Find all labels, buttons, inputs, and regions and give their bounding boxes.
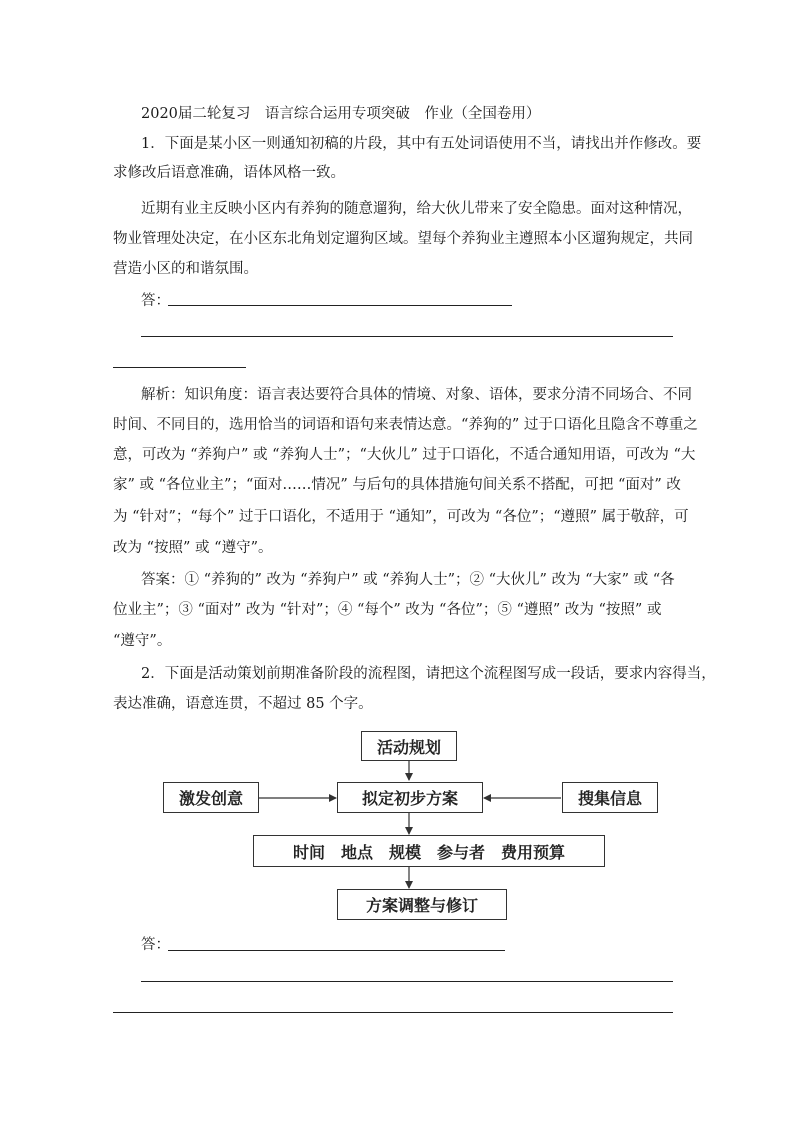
notice-passage-line-2: 物业管理处决定，在小区东北角划定遛狗区域。望每个养狗业主遵照本小区遛狗规定，共同 [113, 231, 693, 247]
answer-line-2a[interactable] [168, 950, 505, 951]
flow-box-adjust-revise: 方案调整与修订 [337, 889, 507, 920]
flow-box-plan-details: 时间 地点 规模 参与者 费用预算 [253, 835, 605, 867]
question-2-line-2: 表达准确，语意连贯，不超过 85 个字。 [113, 696, 373, 712]
document-header: 2020届二轮复习 语言综合运用专项突破 作业（全国卷用） [141, 106, 541, 122]
question-2-line-1: 2．下面是活动策划前期准备阶段的流程图，请把这个流程图写成一段话，要求内容得当， [141, 666, 716, 682]
answer-key-line-1: 答案：① “养狗的” 改为 “养狗户” 或 “养狗人士”；② “大伙儿” 改为 “大家” 或 “各 [141, 572, 675, 588]
question-1-line-2: 求修改后语意准确，语体风格一致。 [113, 165, 345, 181]
notice-passage-line-1: 近期有业主反映小区内有养狗的随意遛狗，给大伙儿带来了安全隐患。面对这种情况， [141, 201, 692, 217]
flow-box-activity-planning: 活动规划 [361, 731, 457, 761]
answer-line-2b[interactable] [141, 981, 673, 982]
flow-box-draft-plan: 拟定初步方案 [337, 782, 483, 813]
answer-key-line-3: “遵守”。 [113, 633, 172, 649]
answer-line-2c[interactable] [113, 1012, 673, 1013]
analysis-line-4: 家” 或 “各位业主”；“面对……情况” 与后句的具体措施句间关系不搭配，可把 “面对” 改 [113, 477, 681, 493]
flow-box-inspire-ideas: 激发创意 [163, 782, 259, 813]
flow-box-collect-info: 搜集信息 [562, 782, 658, 813]
analysis-line-5: 为 “针对”；“每个” 过于口语化，不适用于 “通知”，可改为 “各位”；“遵照” 属于敬辞，可 [113, 509, 689, 525]
notice-passage-line-3: 营造小区的和谐氛围。 [113, 261, 258, 277]
analysis-line-6: 改为 “按照” 或 “遵守”。 [113, 540, 273, 556]
answer-label-2: 答： [141, 937, 170, 953]
analysis-line-2: 时间、不同目的，选用恰当的词语和语句来表情达意。“养狗的” 过于口语化且隐含不尊重之 [113, 417, 698, 433]
analysis-line-1: 解析：知识角度：语言表达要符合具体的情境、对象、语体，要求分清不同场合、不同 [141, 387, 692, 403]
answer-label-1: 答： [141, 293, 170, 309]
question-1-line-1: 1．下面是某小区一则通知初稿的片段，其中有五处词语使用不当，请找出并作修改。要 [141, 136, 702, 152]
answer-key-line-2: 位业主”；③ “面对” 改为 “针对”；④ “每个” 改为 “各位”；⑤ “遵照” 改为 “按照” 或 [113, 602, 662, 618]
analysis-line-3: 意，可改为 “养狗户” 或 “养狗人士”；“大伙儿” 过于口语化，不适合通知用语，可改为 “大 [113, 447, 696, 463]
